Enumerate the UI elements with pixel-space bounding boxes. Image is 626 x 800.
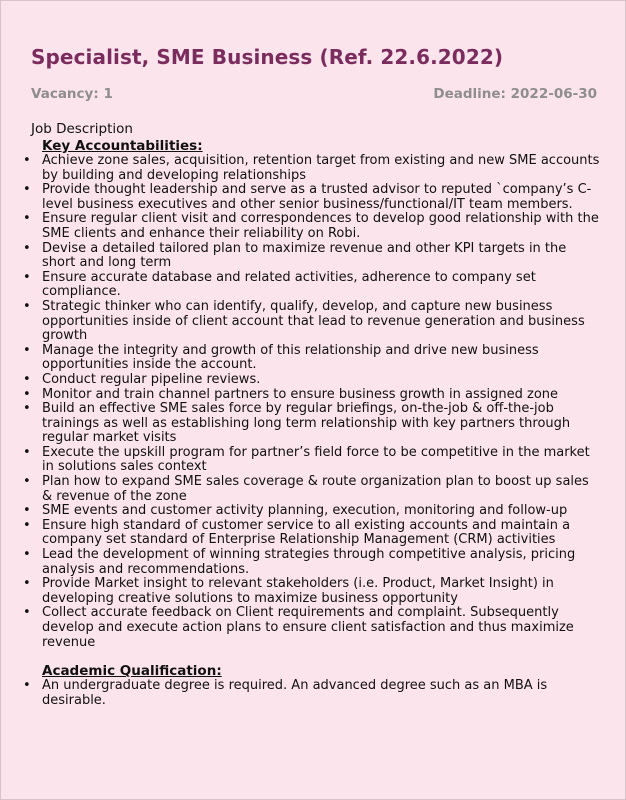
key-accountabilities-heading: Key Accountabilities: [42,138,203,154]
list-item: • Provide Market insight to relevant stakeholders (i.e. Product, Market Insight) in developing creative solutions to maximize business opportunity [31,577,603,606]
vacancy-count: Vacancy: 1 [31,86,113,102]
list-item: • Execute the upskill program for partner’s field force to be competitive in the market in solutions sales context [31,446,603,475]
list-item: • Achieve zone sales, acquisition, retention target from existing and new SME accounts by building and developing relationships [31,154,603,183]
list-item: • Manage the integrity and growth of this relationship and drive new business opportunities inside the account. [31,344,603,373]
qualifications-list [31,679,603,708]
list-item: • Build an effective SME sales force by regular briefings, on-the-job & off-the-job trainings as well as establishing long term relationship with key partners through regular market visits [31,402,603,446]
list-item: • Conduct regular pipeline reviews. [31,373,603,388]
list-item: • Provide thought leadership and serve as a trusted advisor to reputed `company’s C-level business executives and other senior business/functional/IT team members. [31,183,603,212]
list-item: • Devise a detailed tailored plan to maximize revenue and other KPI targets in the short and long term [31,242,603,271]
job-description [31,121,603,708]
deadline-date: Deadline: 2022-06-30 [433,86,597,102]
list-item: • Plan how to expand SME sales coverage & route organization plan to boost up sales & revenue of the zone [31,475,603,504]
job-meta-row [31,86,597,102]
list-item: • SME events and customer activity planning, execution, monitoring and follow-up [31,504,603,519]
list-item: • Ensure high standard of customer service to all existing accounts and maintain a company set standard of Enterprise Relationship Management (CRM) activities [31,519,603,548]
list-item: • An undergraduate degree is required. An advanced degree such as an MBA is desirable. [31,679,603,708]
list-item: • Ensure accurate database and related activities, adherence to company set compliance. [31,271,603,300]
accountabilities-list [31,154,603,650]
list-item: • Collect accurate feedback on Client requirements and complaint. Subsequently develop and execute action plans to ensure client satisfaction and thus maximize revenue [31,606,603,650]
list-item: • Strategic thinker who can identify, qualify, develop, and capture new business opportunities inside of client account that lead to revenue generation and business growth [31,300,603,344]
list-item: • Lead the development of winning strategies through competitive analysis, pricing analysis and recommendations. [31,548,603,577]
job-title: Specialist, SME Business (Ref. 22.6.2022) [31,45,504,69]
list-item: • Ensure regular client visit and correspondences to develop good relationship with the SME clients and enhance their reliability on Robi. [31,212,603,241]
academic-qualification-heading: Academic Qualification: [42,663,222,680]
job-description-label: Job Description [31,121,133,137]
list-item: • Monitor and train channel partners to ensure business growth in assigned zone [31,388,603,403]
